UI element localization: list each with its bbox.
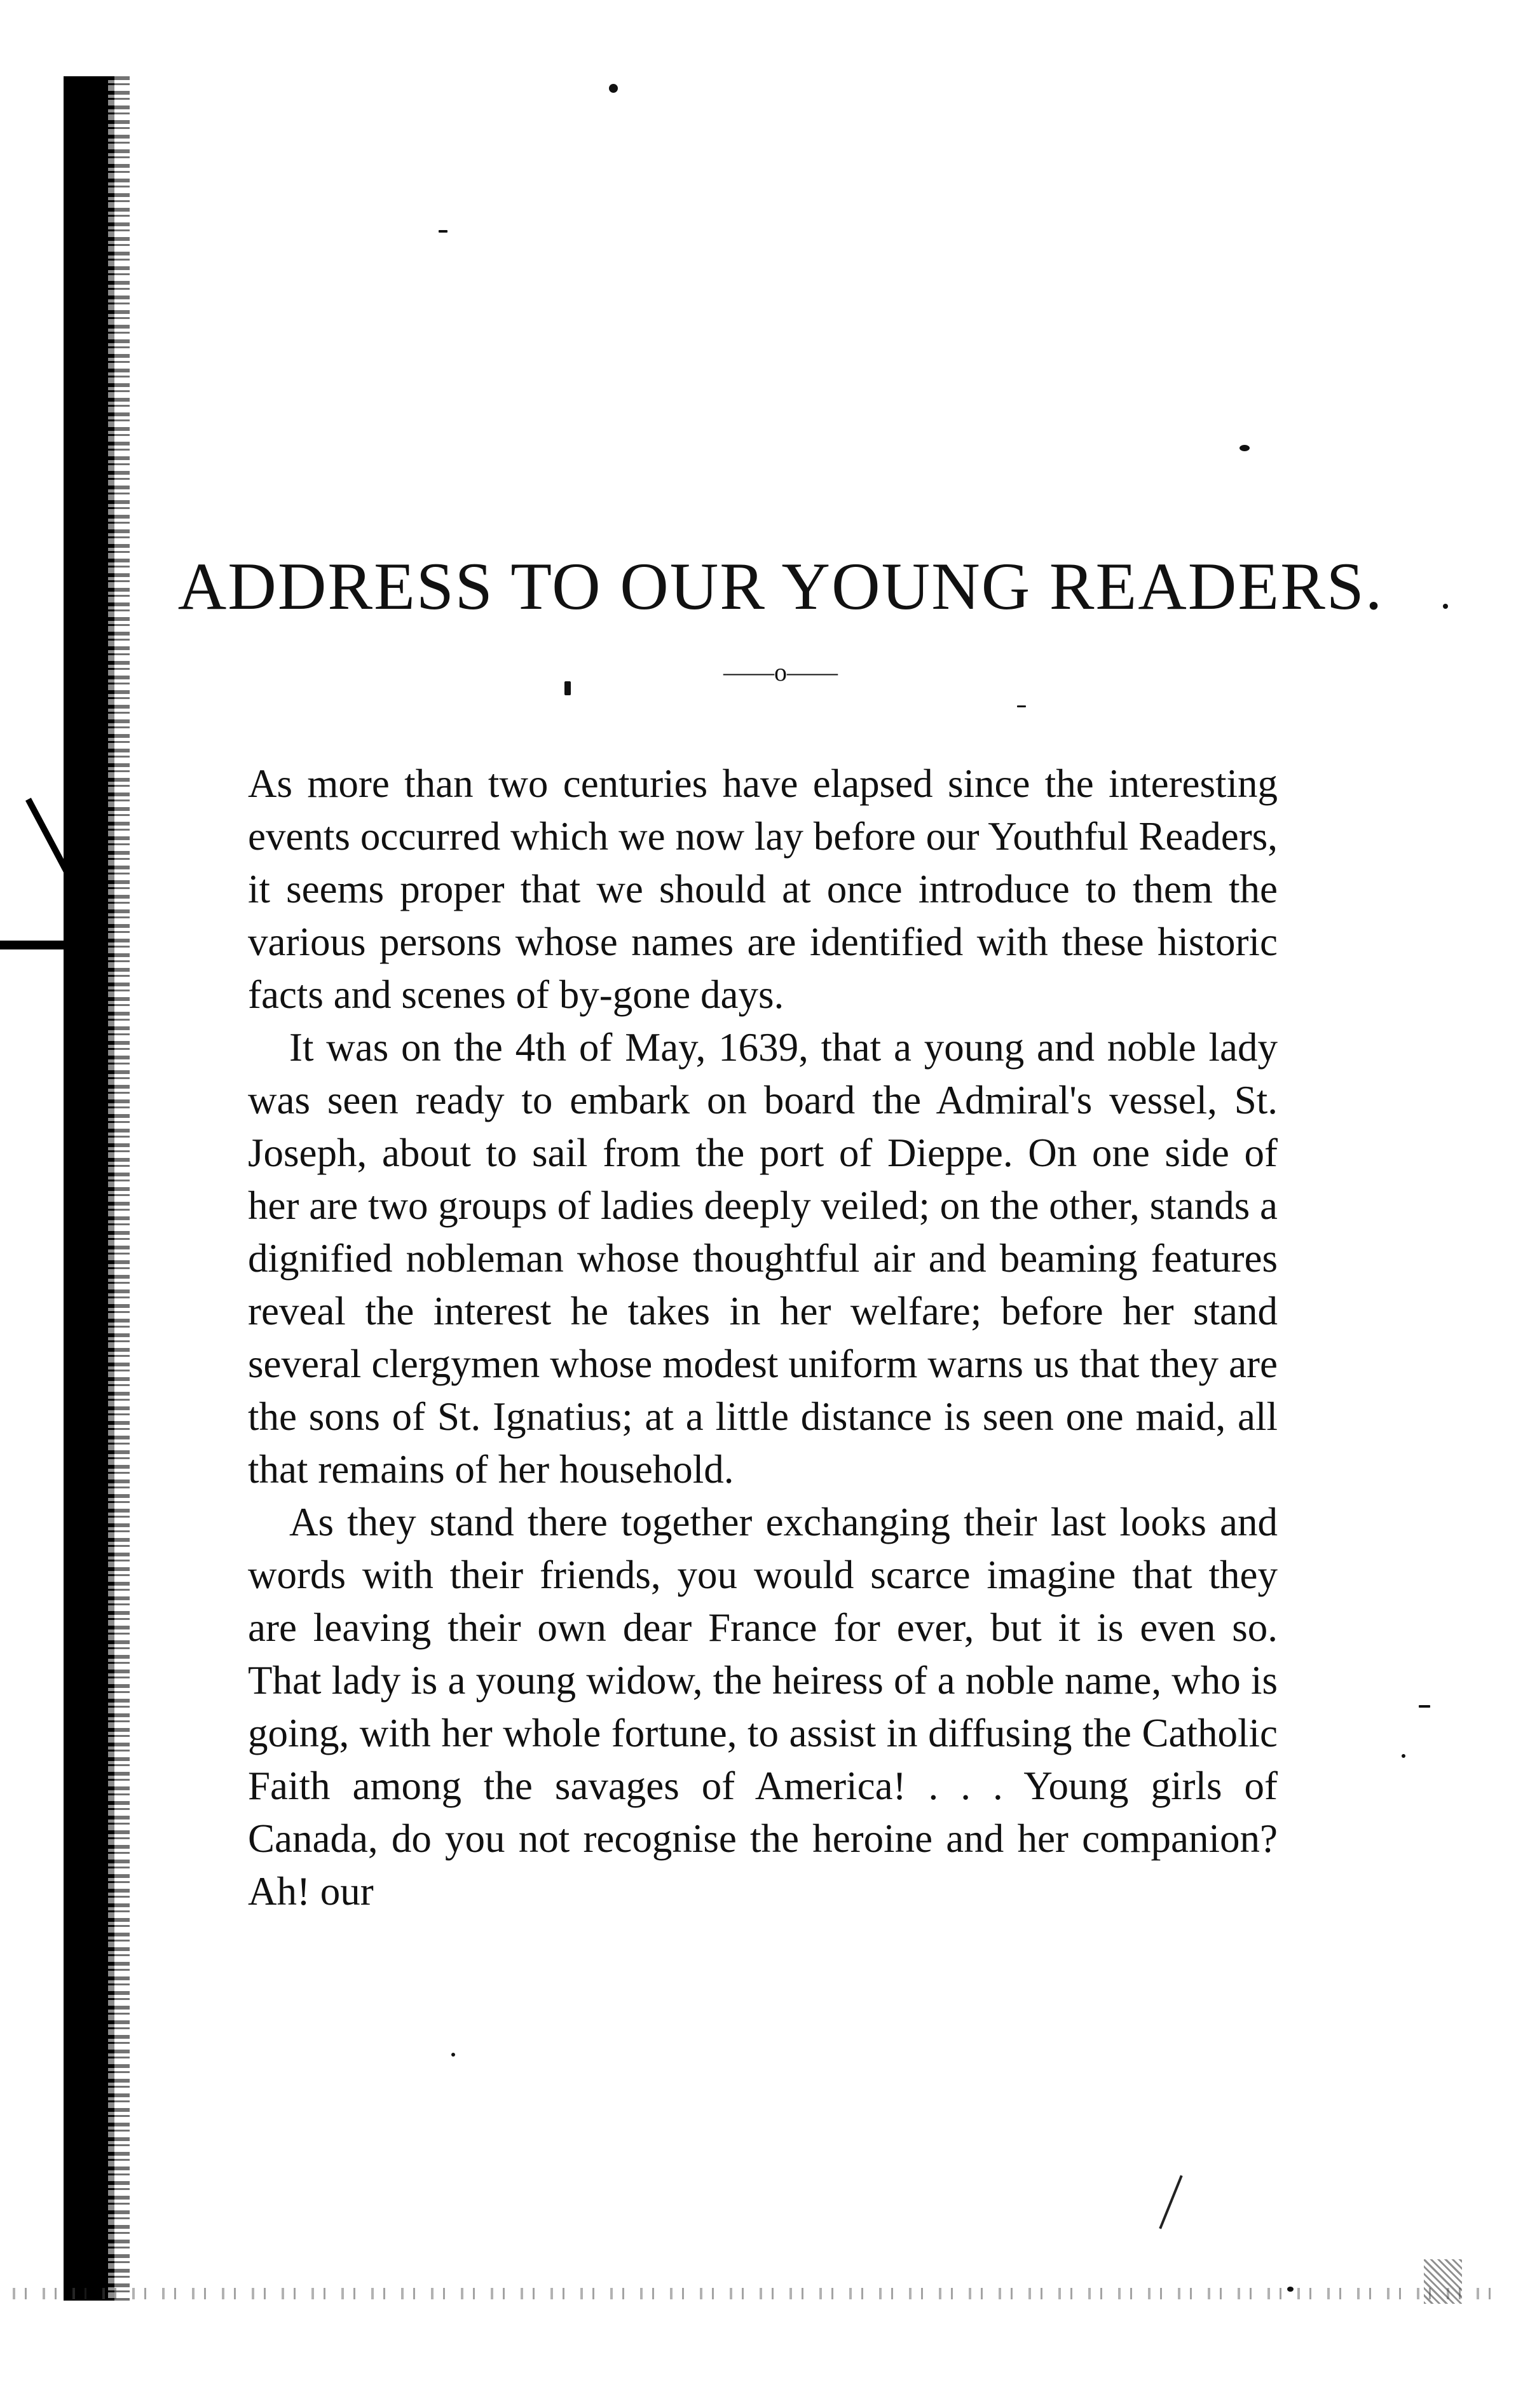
body-text [248,758,1278,1918]
page-corner-smudge [1424,2259,1462,2304]
title-ornament: ——o—— [723,658,838,686]
paragraph-3: As they stand there together exchanging their last looks and words with their friends, you would scarce imagine that they are leaving their own dear France for ever, but it is even so. That lady is a young widow, the heiress of a noble name, who is going, with her whole fortune, to assist in diffusing the Catholic Faith among the savages of America! . . . Young girls of Canada, do you not recognise the heroine and her companion? Ah! our [248,1500,1278,1914]
ink-speck [609,84,618,93]
ink-speck [439,230,447,233]
ink-speck [451,2053,455,2057]
binding-edge-texture [108,76,130,2301]
ink-speck [1017,705,1026,707]
ink-speck [1240,445,1250,451]
ink-speck [1402,1754,1405,1758]
paragraph-1: As more than two centuries have elapsed since the interesting events occurred which we now lay before our Youthful Readers, it seems proper that we should at once introduce to them the various persons whose names are identified with these historic facts and scenes of by-gone days. [248,761,1278,1017]
paragraph-2: It was on the 4th of May, 1639, that a young and noble lady was seen ready to embark on board the Admiral's vessel, St. Joseph, about to sail from the port of Dieppe. On one side of her are two groups of ladies deeply veiled; on the other, stands a dignified nobleman whose thoughtful air and beaming features reveal the interest he takes in her welfare; before her stand several clergymen whose modest uniform warns us that they are the sons of St. Ignatius; at a little distance is seen one maid, all that remains of her household. [248,1025,1278,1492]
page-title: ADDRESS TO OUR YOUNG READERS. [177,549,1384,623]
book-binding-shadow [64,76,114,2301]
page-bottom-noise [13,2288,1500,2299]
binding-horizontal-mark [0,941,102,949]
stray-pen-mark [1159,2175,1182,2229]
ink-speck [1419,1705,1430,1708]
